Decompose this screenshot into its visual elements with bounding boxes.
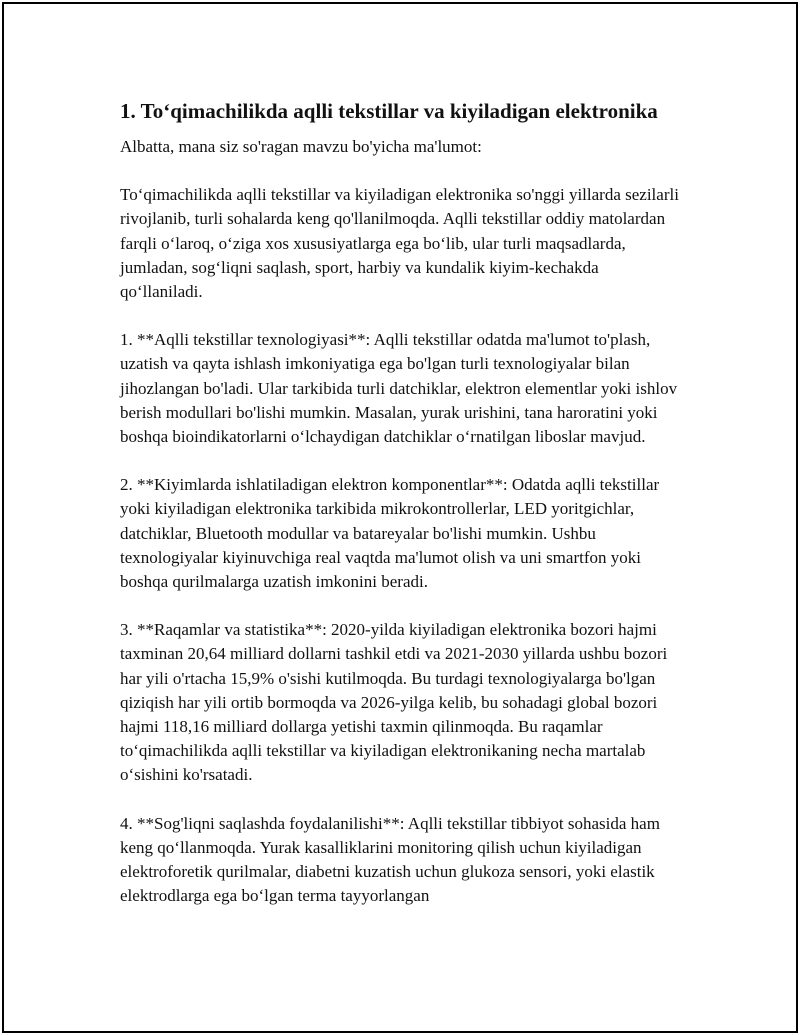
paragraph-statistics: 3. **Raqamlar va statistika**: 2020-yilda kiyiladigan elektronika bozori hajmi taxminan 20,64 milliard dollarni tashkil etdi va 2021-2030 yillarda ushbu bozori har yili o'rtacha 15,9% o'sishi kutilmoqda. Bu turdagi texnologiyalarga bo'lgan qiziqish har yili ortib bormoqda va 2026-yilga kelib, bu sohadagi global bozori hajmi 118,16 milliard dollarga yetishi taxmin qilinmoqda. Bu raqamlar to‘qimachilikda aqlli tekstillar va kiyiladigan elektronikaning necha martalab o‘sishini ko'rsatadi. (120, 620, 668, 785)
document-body (120, 96, 680, 932)
paragraph-healthcare: 4. **Sog'liqni saqlashda foydalanilishi**: Aqlli tekstillar tibbiyot sohasida ham keng qo‘llanmoqda. Yurak kasalliklarini monitoring qilish uchun kiyiladigan elektroforetik qurilmalar, diabetni kuzatish uchun glukoza sensori, yoki elastik elektrodlarga ega bo‘lgan terma tayyorlangan (120, 813, 660, 906)
paragraph-overview: To‘qimachilikda aqlli tekstillar va kiyiladigan elektronika so'nggi yillarda sezilarli rivojlanib, turli sohalarda keng qo'llanilmoqda. Aqlli tekstillar oddiy matolardan farqli o‘laroq, o‘ziga xos xususiyatlarga ega bo‘lib, ular turli maqsadlarda, jumladan, sog‘liqni saqlash, sport, harbiy va kundalik kiyim-kechakda qo‘llaniladi. (120, 185, 679, 302)
document-title: 1. To‘qimachilikda aqlli tekstillar va kiyiladigan elektronika (120, 99, 658, 123)
paragraph-components: 2. **Kiyimlarda ishlatiladigan elektron komponentlar**: Odatda aqlli tekstillar yoki kiyiladigan elektronika tarkibida mikrokontrollerlar, LED yoritgichlar, datchiklar, Bluetooth modullar va batareyalar bo'lishi mumkin. Ushbu texnologiyalar kiyinuvchiga real vaqtda ma'lumot olish va uni smartfon yoki boshqa qurilmalarga uzatish imkonini beradi. (120, 475, 660, 592)
intro-text: Albatta, mana siz so'ragan mavzu bo'yicha ma'lumot: (120, 137, 482, 156)
paragraph-technology: 1. **Aqlli tekstillar texnologiyasi**: Aqlli tekstillar odatda ma'lumot to'plash, uzatish va qayta ishlash imkoniyatiga ega bo'lgan turli texnologiyalar bilan jihozlangan bo'ladi. Ular tarkibida turli datchiklar, elektron elementlar yoki ishlov berish modullari bo'lishi mumkin. Masalan, yurak urishini, tana haroratini yoki boshqa bioindikatorlarni o‘lchaydigan datchiklar o‘rnatilgan liboslar mavjud. (120, 330, 678, 447)
page-frame (2, 2, 798, 1033)
